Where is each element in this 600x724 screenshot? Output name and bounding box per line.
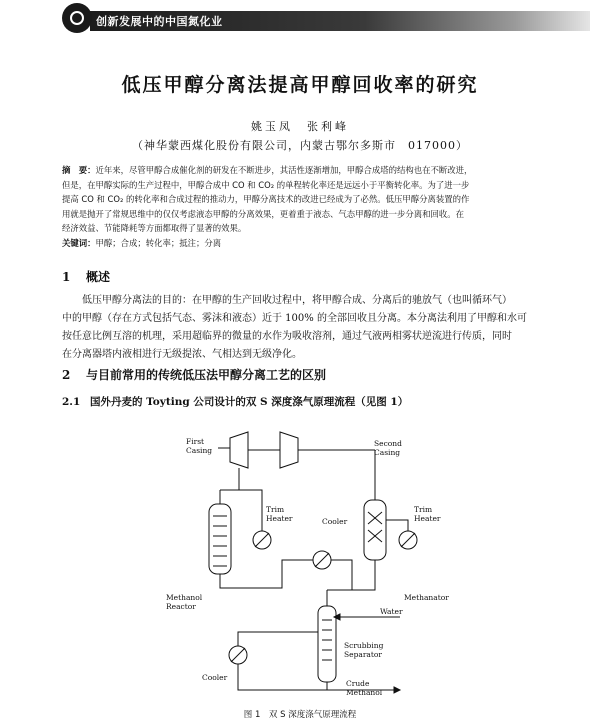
trim-heater-right [399,531,417,549]
label-scrubbing-separator: Scrubbing Separator [344,641,384,659]
abstract-line: 摘 要：近年来，尽管甲醇合成催化剂的研发在不断进步，其活性逐渐增加，甲醇合成塔的结构也在不断改进， [62,165,473,175]
keywords-label: 关键词： [62,238,96,248]
label-trim-heater-left: Trim Heater [266,505,293,523]
bottom-cooler-line [238,632,318,646]
label-methanator: Methanator [404,593,449,602]
body-line: 中的甲醇（存在方式包括气态、雾沫和液态）近于 100% 的全部回收且分离。本分离法利用了甲醇和水可 [62,313,527,324]
paper-authors: 姚玉凤 张利峰 [251,120,349,133]
section-1-body [62,292,546,364]
abstract-line: 经济效益、节能降耗等方面都取得了显著的效果。 [62,223,247,234]
keywords [62,237,544,249]
section-title: 概述 [86,270,111,284]
abstract-line: 但是，在甲醇实际的生产过程中，甲醇合成中 CO 和 CO₂ 的单程转化率还是远远小于平衡转化率。为了进一步 [62,179,470,190]
section-2-heading [62,366,326,383]
label-methanol-reactor: Methanol Reactor [166,593,203,611]
trim-heater-left [253,531,271,549]
body-line: 在分离器塔内液相进行无级提浓、气相达到无级净化。 [62,349,302,360]
cooler-outlet [331,560,352,578]
keywords-list: 甲醇；合成；转化率；抵注；分离 [95,238,222,248]
section-number: 2 [62,368,71,382]
section-title: 与目前常用的传统低压法甲醇分离工艺的区别 [86,368,327,382]
cooler-bottom [229,646,247,664]
first-casing-compressor [230,432,248,468]
abstract [62,163,544,236]
label-first-casing: First Casing [186,437,213,455]
second-casing-compressor [280,432,298,468]
body-line: 低压甲醇分离法的目的：在甲醇的生产回收过程中，将甲醇合成、分离后的驰放气（也叫循环气） [82,295,512,306]
section-number: 1 [62,270,71,284]
label-crude-methanol: Crude Methanol [346,679,383,697]
body-line: 按任意比例互溶的机理，采用超临界的微量的水作为吸收溶剂，通过气液两相雾状逆流进行传质，同时 [62,331,512,342]
methanol-reactor [209,504,231,574]
section-number: 2.1 [62,396,81,408]
abstract-label: 摘 要： [62,165,96,175]
abstract-line: 用就是抛开了常规思维中的仅仅考虑液态甲醇的分离效果，更着重于液态、气态甲醇的进一步分离和回收。在 [62,208,464,219]
section-1-heading [62,268,110,285]
section-2-1-heading [62,394,408,409]
reactor-outlet-line [220,560,313,588]
label-water: Water [380,607,403,616]
abstract-line: 提高 CO 和 CO₂ 的转化率和合成过程的推动力，甲醇分离技术的改进已经成为了必然。低压甲醇分离装置的作 [62,194,470,205]
cooler-mid [313,551,331,569]
figure-caption: 图 1 双 S 深度涤气原理流程 [243,710,357,720]
section-title: 国外丹麦的 Toyting 公司设计的双 S 深度涤气原理流程（见图 1） [90,396,409,408]
paper-title: 低压甲醇分离法提高甲醇回收率的研究 [121,74,479,96]
methanator [364,500,386,560]
first-casing-discharge [239,468,262,520]
label-cooler-bottom: Cooler [202,673,228,682]
label-trim-heater-right: Trim Heater [414,505,441,523]
journal-logo-icon [62,3,92,33]
paper-affiliation: （神华蒙西煤化股份有限公司，内蒙古鄂尔多斯市 017000） [132,139,468,152]
label-second-casing: Second Casing [374,439,402,457]
header-title: 创新发展中的中国氮化业 [96,15,223,28]
scrubbing-separator [318,606,336,682]
label-cooler-mid: Cooler [322,517,348,526]
journal-header [0,0,600,44]
